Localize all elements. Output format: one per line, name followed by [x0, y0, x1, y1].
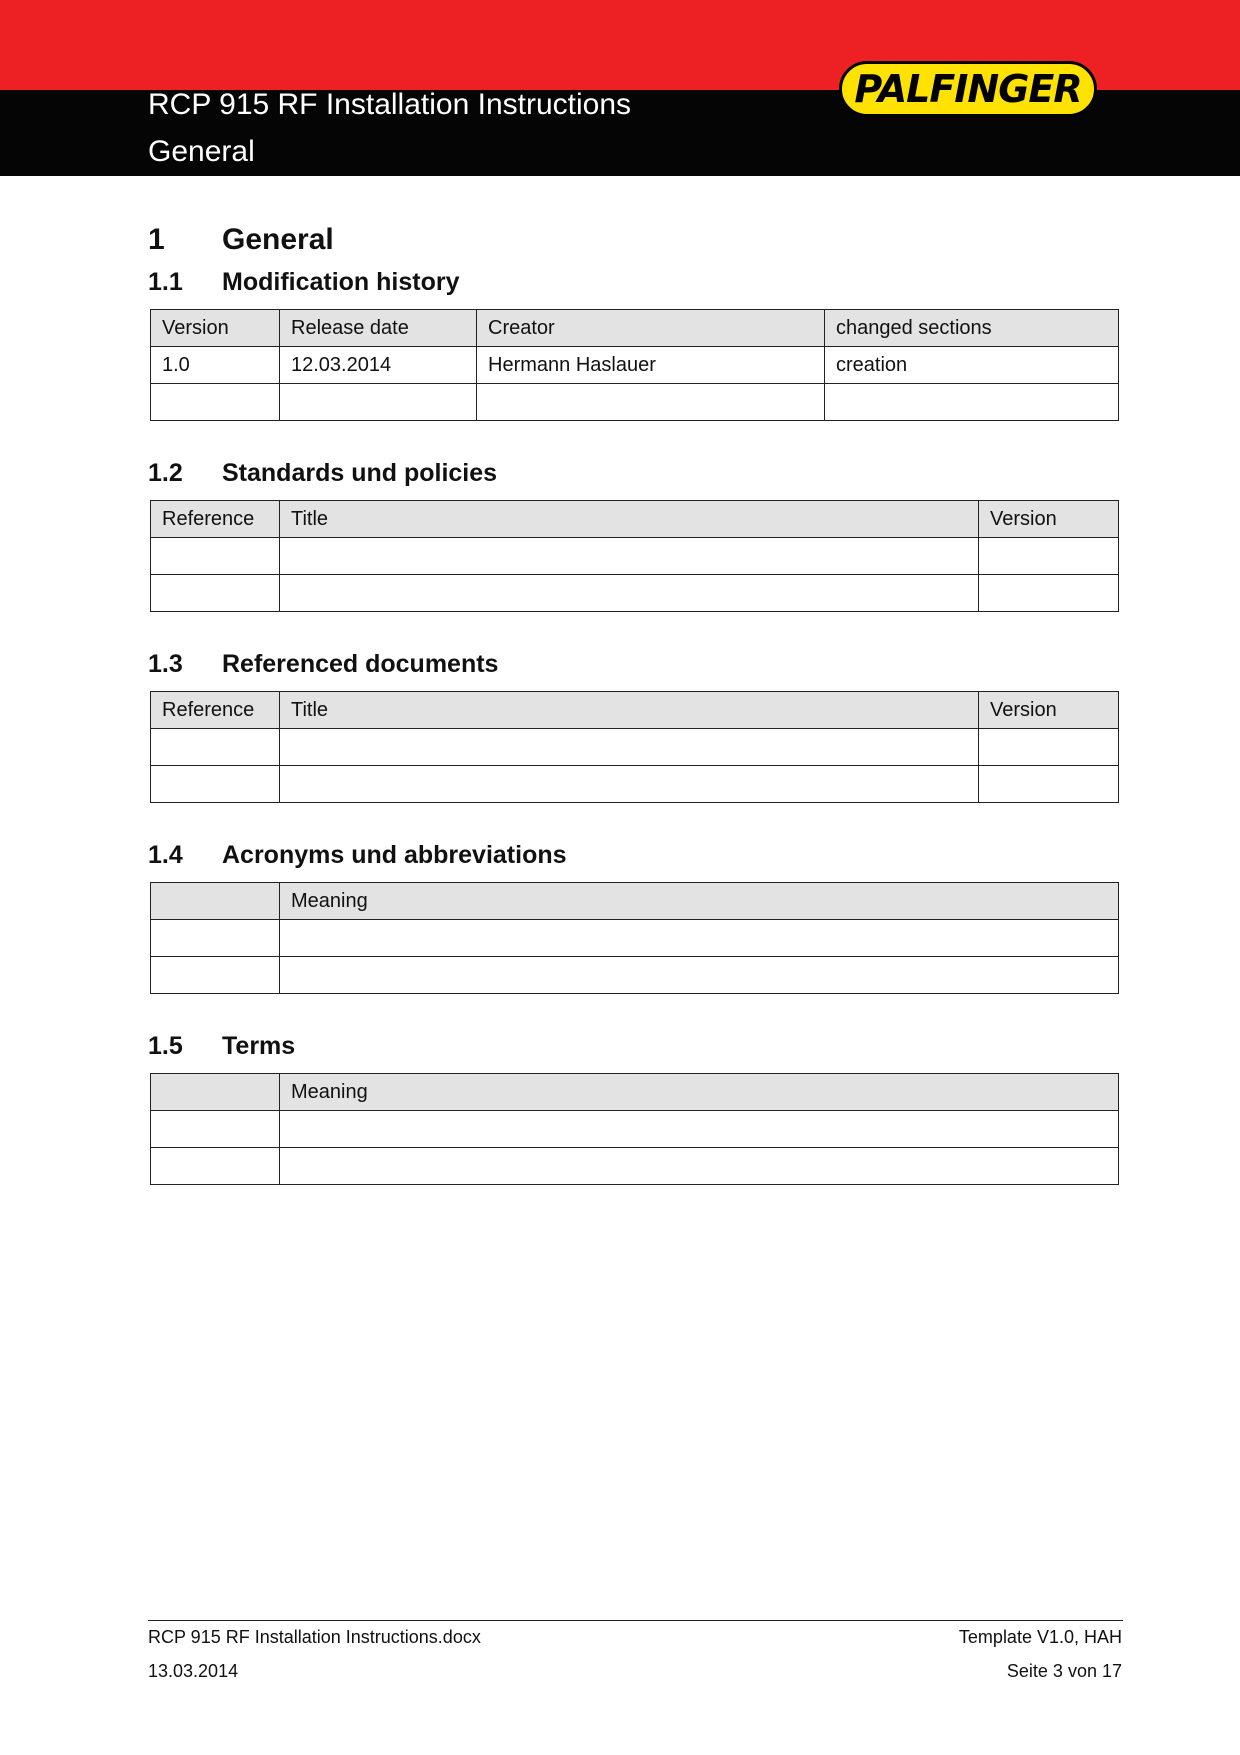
- table-cell: [280, 766, 979, 803]
- footer-template: Template V1.0, HAH: [958, 1627, 1122, 1647]
- footer-page-number: Seite 3 von 17: [1006, 1661, 1122, 1681]
- table-cell: [151, 766, 280, 803]
- table-cell: [151, 957, 280, 994]
- footer-date: 13.03.2014: [148, 1661, 239, 1681]
- column-header: Version: [979, 692, 1119, 729]
- footer-divider: [148, 1620, 1123, 1621]
- logo-text: PALFINGER: [854, 67, 1082, 111]
- table-cell: [151, 538, 280, 575]
- column-header: Title: [280, 692, 979, 729]
- table-cell: 1.0: [151, 347, 280, 384]
- table-row: [151, 729, 1119, 766]
- chapter-title: General: [222, 223, 334, 256]
- table-row: [151, 575, 1119, 612]
- footer-filename: RCP 915 RF Installation Instructions.docx: [148, 1627, 481, 1647]
- column-header: Reference: [151, 501, 280, 538]
- table-cell: [280, 575, 979, 612]
- section-number: 1.5: [148, 1032, 183, 1060]
- column-header: Version: [151, 310, 280, 347]
- table-cell: [151, 384, 280, 421]
- chapter-number: 1: [148, 223, 165, 256]
- table-cell: [280, 920, 1119, 957]
- column-header: changed sections: [825, 310, 1119, 347]
- section-number: 1.4: [148, 841, 183, 869]
- section-heading-referenced-documents: [148, 650, 498, 679]
- column-header: Meaning: [280, 883, 1119, 920]
- document-title: RCP 915 RF Installation Instructions: [148, 88, 632, 121]
- terms-table: [150, 1073, 1119, 1185]
- document-section-title: General: [148, 135, 255, 168]
- table-cell: [979, 575, 1119, 612]
- table-cell: Hermann Haslauer: [477, 347, 825, 384]
- referenced-documents-table: [150, 691, 1119, 803]
- column-header: [151, 1074, 280, 1111]
- table-header-row: [151, 692, 1119, 729]
- table-row: [151, 538, 1119, 575]
- chapter-heading: [148, 223, 334, 257]
- table-row: [151, 1111, 1119, 1148]
- section-heading-acronyms: [148, 841, 567, 870]
- palfinger-logo: [839, 61, 1097, 117]
- table-header-row: [151, 1074, 1119, 1111]
- acronyms-table: [150, 882, 1119, 994]
- column-header: Meaning: [280, 1074, 1119, 1111]
- table-cell: [477, 384, 825, 421]
- table-cell: [151, 575, 280, 612]
- table-cell: [280, 384, 477, 421]
- section-title: Standards und policies: [222, 459, 498, 487]
- table-cell: [151, 1148, 280, 1185]
- column-header: Reference: [151, 692, 280, 729]
- table-cell: [979, 729, 1119, 766]
- section-number: 1.2: [148, 459, 183, 487]
- table-header-row: [151, 883, 1119, 920]
- column-header: Creator: [477, 310, 825, 347]
- table-cell: [151, 920, 280, 957]
- table-row: [151, 1148, 1119, 1185]
- table-cell: [280, 1111, 1119, 1148]
- table-row: [151, 347, 1119, 384]
- section-heading-standards-policies: [148, 459, 497, 488]
- table-cell: [151, 729, 280, 766]
- section-number: 1.1: [148, 268, 183, 296]
- column-header: [151, 883, 280, 920]
- standards-policies-table: [150, 500, 1119, 612]
- table-cell: [280, 538, 979, 575]
- table-header-row: [151, 501, 1119, 538]
- section-number: 1.3: [148, 650, 183, 678]
- table-row: [151, 920, 1119, 957]
- table-cell: [979, 538, 1119, 575]
- table-cell: [151, 1111, 280, 1148]
- table-row: [151, 957, 1119, 994]
- table-cell: 12.03.2014: [280, 347, 477, 384]
- section-title: Terms: [222, 1032, 296, 1060]
- table-cell: [280, 1148, 1119, 1185]
- section-heading-terms: [148, 1032, 295, 1061]
- table-cell: [280, 729, 979, 766]
- section-title: Acronyms und abbreviations: [222, 841, 567, 869]
- table-cell: [825, 384, 1119, 421]
- table-cell: [979, 766, 1119, 803]
- section-title: Referenced documents: [222, 650, 499, 678]
- column-header: Title: [280, 501, 979, 538]
- table-cell: creation: [825, 347, 1119, 384]
- table-header-row: [151, 310, 1119, 347]
- table-cell: [280, 957, 1119, 994]
- section-heading-modification-history: [148, 268, 460, 297]
- table-row: [151, 766, 1119, 803]
- column-header: Version: [979, 501, 1119, 538]
- modification-history-table: [150, 309, 1119, 421]
- section-title: Modification history: [222, 268, 460, 296]
- table-row: [151, 384, 1119, 421]
- column-header: Release date: [280, 310, 477, 347]
